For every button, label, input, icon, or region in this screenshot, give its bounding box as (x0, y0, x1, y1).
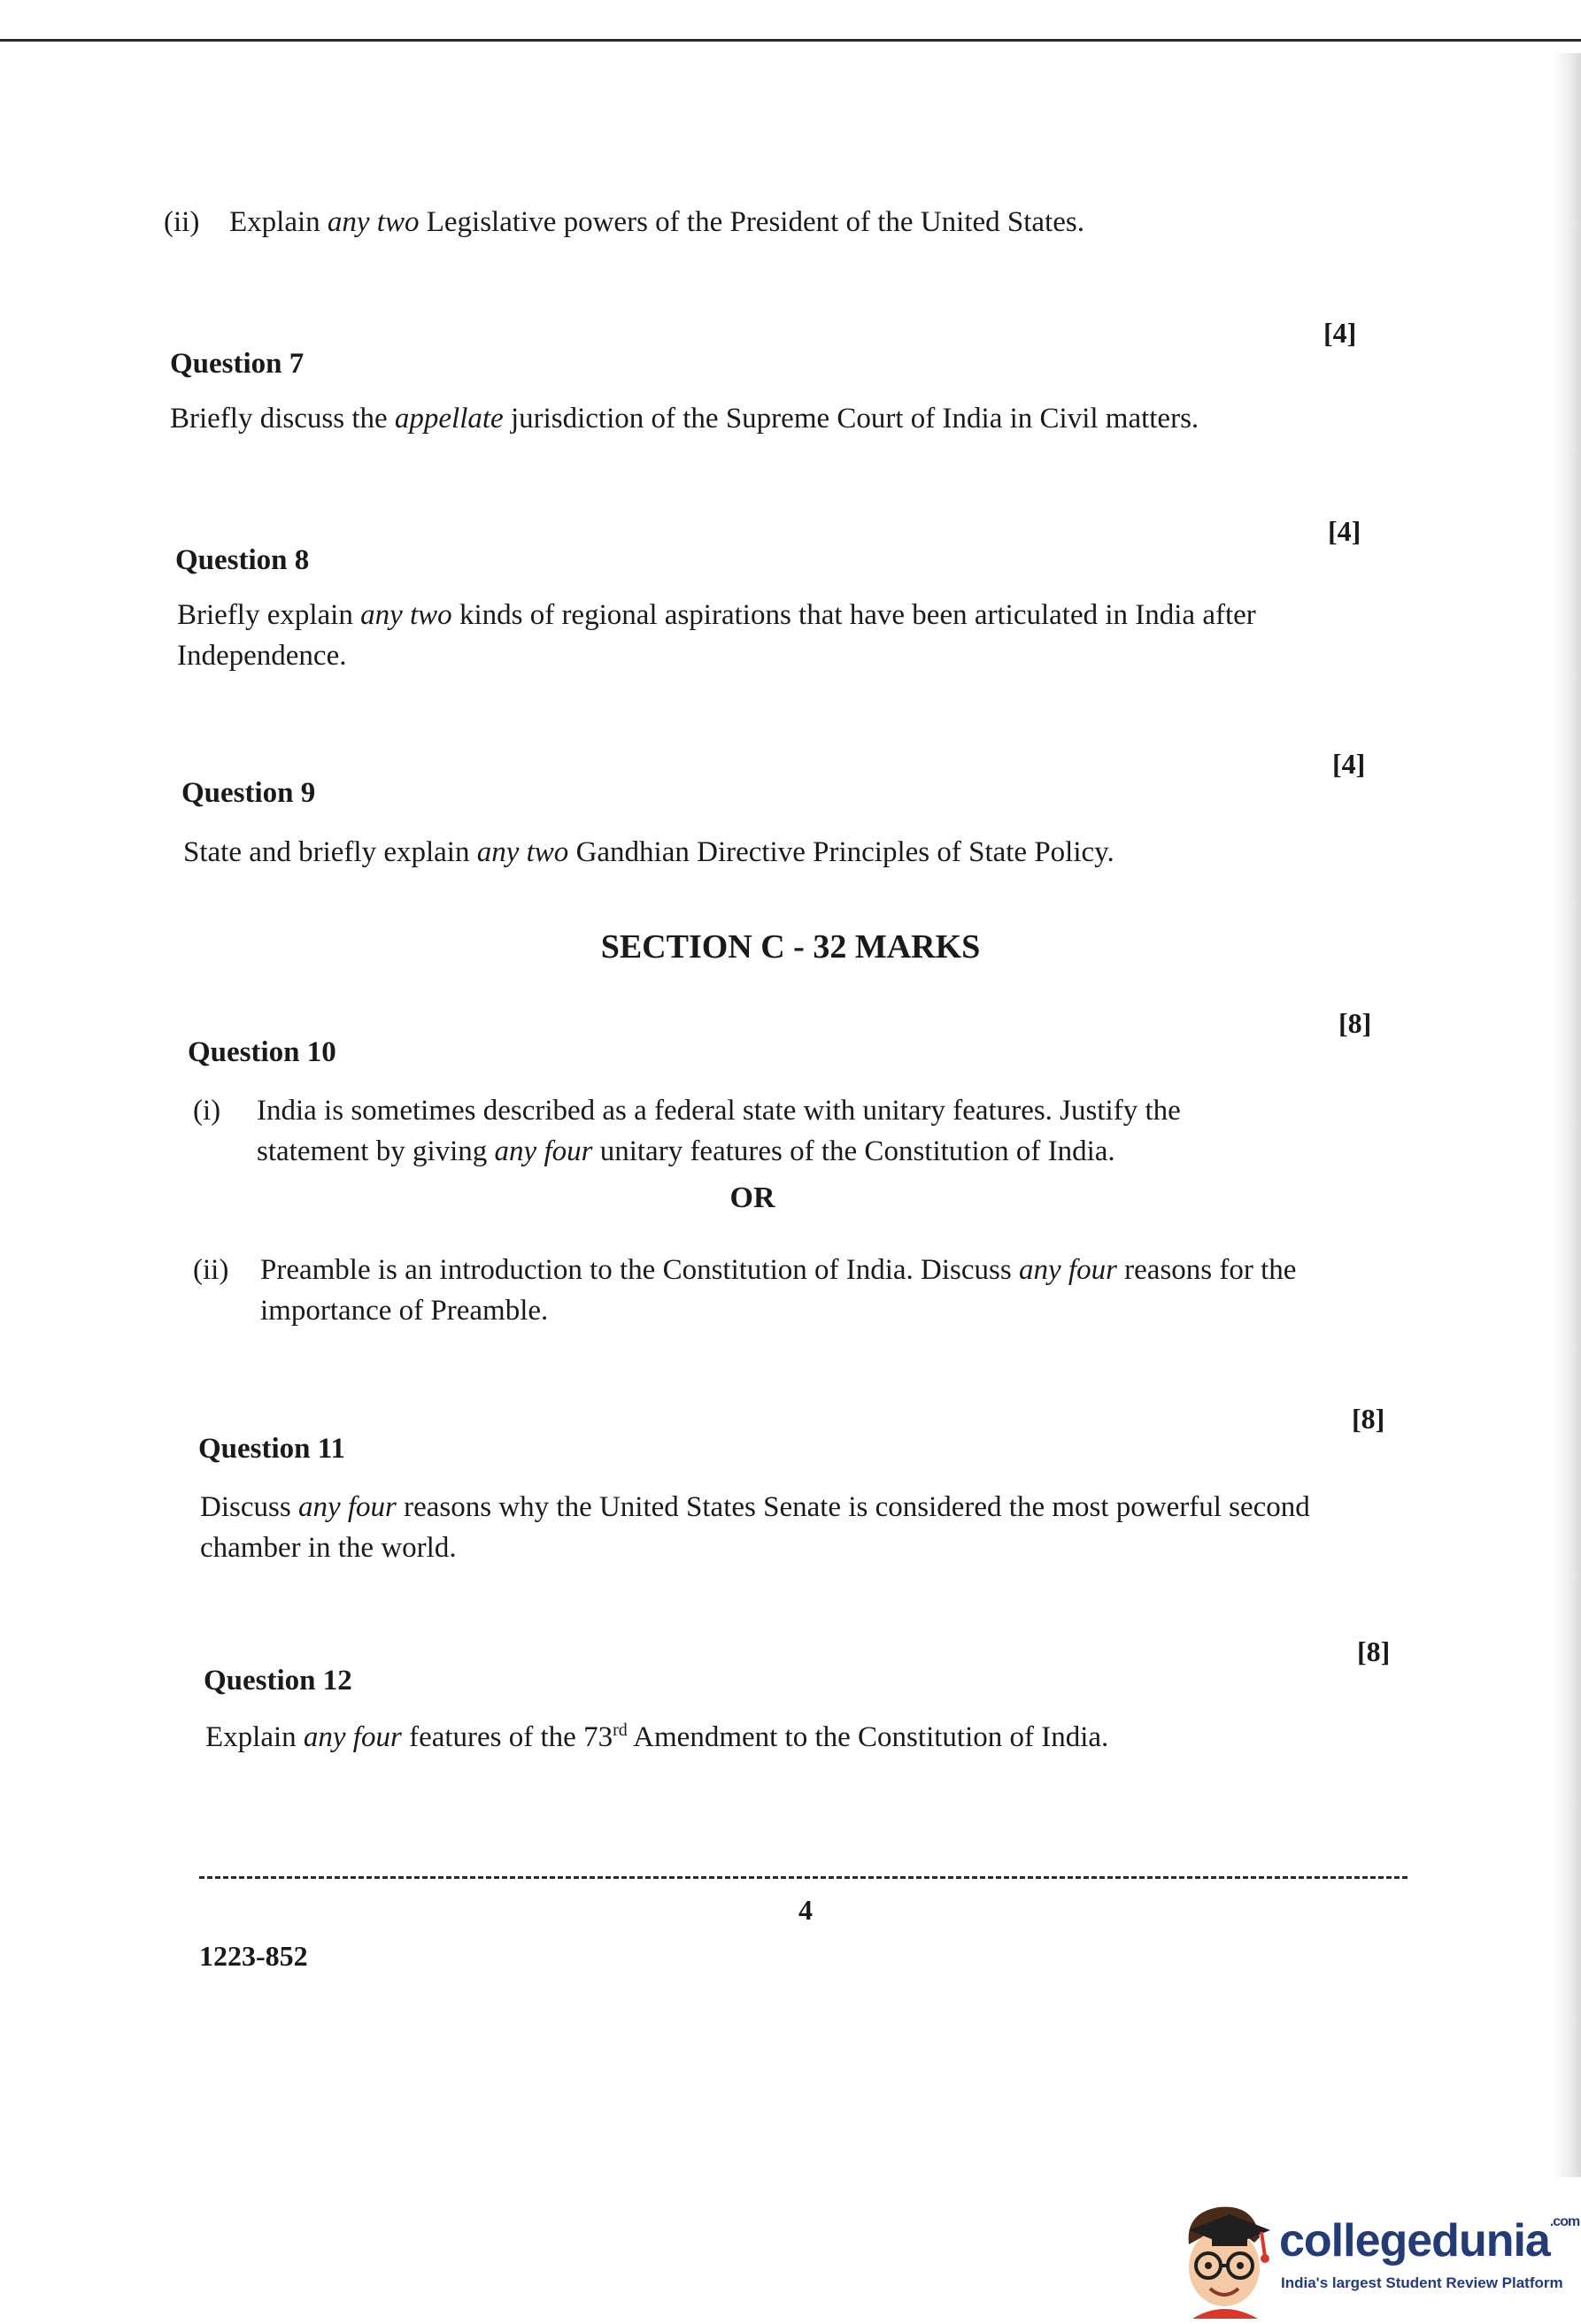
q12-text: Explain any four features of the 73rd Amendment to the Constitution of India. (205, 1720, 1109, 1753)
part-number: (ii) (193, 1254, 229, 1286)
q9-heading: Question 9 (181, 777, 316, 809)
q10-marks: [8] (1338, 1007, 1372, 1039)
q11-text: Discuss any four reasons why the United States Senate is considered the most powerful second chamber in the world. (200, 1491, 1310, 1564)
top-border-line (0, 39, 1581, 42)
scan-edge-shadow (1554, 53, 1581, 2177)
footer-dashed-rule (199, 1876, 1407, 1879)
mascot-graduate-icon (1173, 2195, 1277, 2319)
q12-marks: [8] (1357, 1635, 1391, 1667)
logo-tagline: India's largest Student Review Platform (1281, 2274, 1563, 2291)
q7-heading: Question 7 (170, 348, 305, 380)
q11-marks: [8] (1352, 1403, 1385, 1435)
q12-heading: Question 12 (204, 1665, 352, 1697)
or-divider: OR (729, 1181, 775, 1214)
q6-part-ii: (ii) Explain any two Legislative powers of the President of the United States. (164, 202, 1315, 242)
paper-code: 1223-852 (199, 1940, 308, 1972)
collegedunia-logo (1173, 2195, 1580, 2319)
q10-part-ii: (ii) Preamble is an introduction to the Constitution of India. Discuss any four reasons for the importance of Preamble. (193, 1250, 1326, 1331)
q11-heading: Question 11 (198, 1433, 345, 1465)
logo-wordmark: collegedunia$^{.com}$ (1279, 2214, 1580, 2266)
part-number: (ii) (164, 206, 200, 238)
q9-text: State and briefly explain any two Gandhian Directive Principles of State Policy. (183, 836, 1114, 868)
q8-heading: Question 8 (175, 544, 310, 576)
q7-marks: [4] (1323, 317, 1357, 349)
page-number: 4 (798, 1894, 813, 1926)
section-c-heading: SECTION C - 32 MARKS (600, 928, 981, 966)
q7-text: Briefly discuss the appellate jurisdiction of the Supreme Court of India in Civil matters. (170, 403, 1199, 435)
q8-text: Briefly explain any two kinds of regional aspirations that have been articulated in India after Independence. (177, 599, 1256, 672)
q8-marks: [4] (1328, 515, 1361, 547)
part-number: (i) (193, 1095, 221, 1127)
q10-heading: Question 10 (188, 1036, 336, 1068)
q9-marks: [4] (1332, 748, 1366, 780)
q10-part-i: (i) India is sometimes described as a federal state with unitary features. Justify the statement by giving any four unitary features of the Constitution of India. (193, 1090, 1255, 1172)
